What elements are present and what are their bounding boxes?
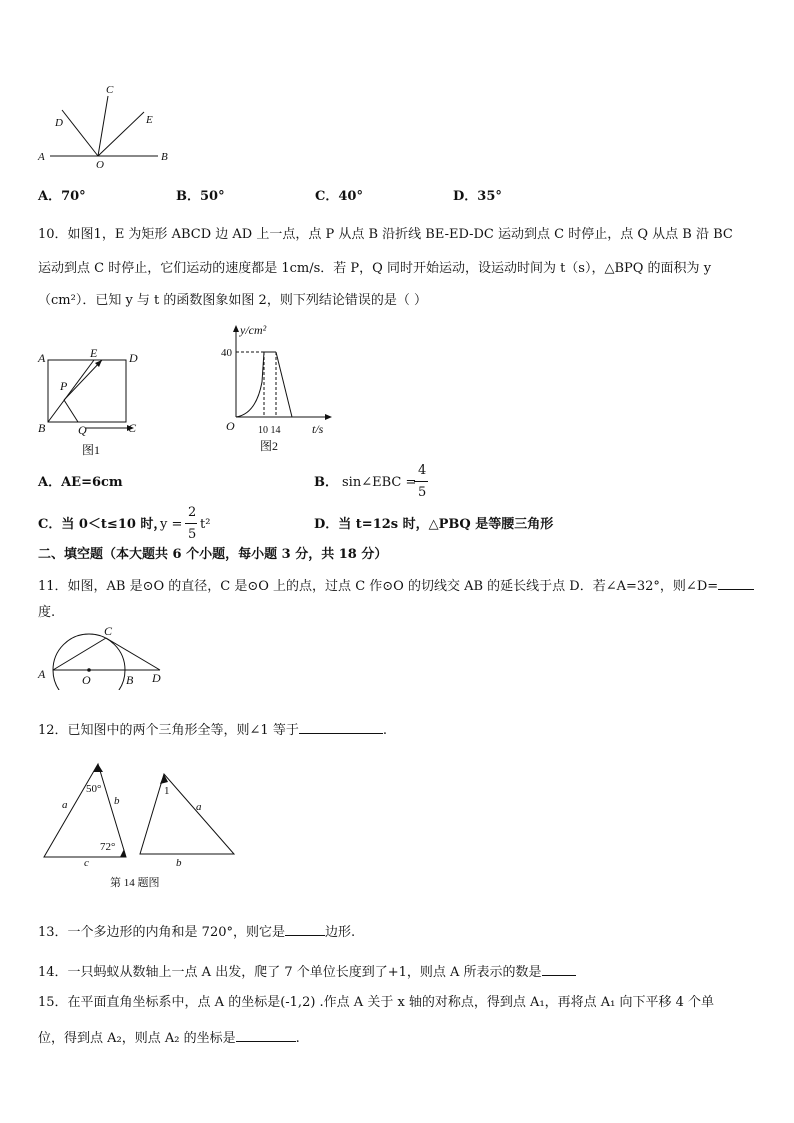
- option-c-fraction-bar: [185, 523, 197, 524]
- q9-option-b: B．50°: [176, 189, 225, 204]
- q11-answer-blank[interactable]: [718, 576, 754, 590]
- q13-end: 边形.: [325, 925, 356, 940]
- label-C: C: [106, 84, 114, 96]
- q12-end: .: [382, 723, 387, 738]
- q12-text: 12．已知图中的两个三角形全等，则∠1 等于: [38, 723, 299, 738]
- q9-option-d: D．35°: [453, 189, 502, 204]
- label-E: E: [146, 114, 153, 126]
- q10-option-a: A．AE=6cm: [38, 475, 123, 490]
- caption-fig2: 图2: [260, 439, 279, 453]
- option-c-numerator: 2: [188, 505, 197, 520]
- option-b-formula: sin∠EBC =: [342, 475, 417, 490]
- label-P: P: [60, 379, 68, 393]
- label-B: B: [161, 151, 168, 163]
- label-b-left: b: [114, 795, 120, 807]
- q10-option-d: D．当 t=12s 时，△PBQ 是等腰三角形: [314, 517, 554, 532]
- q15-text: 位，得到点 A₂，则点 A₂ 的坐标是: [38, 1031, 236, 1046]
- q12-answer-blank[interactable]: [299, 720, 383, 734]
- section-fill-in-heading: 二、填空题（本大题共 6 个小题，每小题 3 分，共 18 分）: [38, 547, 388, 562]
- q13-text: 13．一个多边形的内角和是 720°，则它是: [38, 925, 285, 940]
- q12-triangles-figure: [38, 758, 238, 892]
- y-axis-label: y/cm²: [240, 323, 267, 337]
- label-O: O: [96, 159, 104, 171]
- label-C: C: [104, 624, 113, 638]
- q11-text: 11．如图，AB 是⊙O 的直径，C 是⊙O 上的点，过点 C 作⊙O 的切线交 AB 的延长线于点 D．若∠A=32°，则∠D=: [38, 579, 719, 594]
- angle-72: 72°: [100, 841, 116, 853]
- option-c-condition: C．当 0＜t≤10 时，: [38, 517, 167, 532]
- label-a-left: a: [62, 799, 68, 811]
- option-c-y: y =: [160, 517, 183, 532]
- q10-line1: 10．如图1，E 为矩形 ABCD 边 AD 上一点，点 P 从点 B 沿折线 BE-ED-DC 运动到点 C 时停止，点 Q 从点 B 沿 BC: [38, 227, 733, 242]
- label-B: B: [126, 673, 134, 687]
- caption-fig1: 图1: [82, 443, 101, 457]
- angle-50: 50°: [86, 783, 102, 795]
- label-b-right: b: [176, 857, 182, 869]
- q14-answer-blank[interactable]: [542, 962, 576, 976]
- label-A: A: [38, 667, 46, 681]
- label-D: D: [55, 117, 63, 129]
- q10-line3: （cm²）．已知 y 与 t 的函数图象如图 2，则下列结论错误的是（ ）: [38, 293, 427, 308]
- label-A: A: [38, 351, 46, 365]
- q10-figure-1: [34, 344, 164, 460]
- label-c-left: c: [84, 857, 89, 869]
- q9-option-c: C．40°: [315, 189, 363, 204]
- q11-line2: 度.: [38, 605, 56, 620]
- x-axis-label: t/s: [312, 422, 324, 436]
- label-O: O: [82, 673, 91, 687]
- q10-line2: 运动到点 C 时停止，它们运动的速度都是 1cm/s．若 P，Q 同时开始运动，设运动时间为 t（s），△BPQ 的面积为 y: [38, 261, 712, 276]
- option-b-denominator: 5: [418, 485, 427, 500]
- origin-label: O: [226, 419, 235, 433]
- label-C: C: [128, 421, 137, 435]
- label-E: E: [90, 346, 98, 360]
- q13-answer-blank[interactable]: [285, 922, 325, 936]
- label-A: A: [38, 151, 45, 163]
- q13-question: [38, 922, 355, 941]
- q12-question: [38, 720, 387, 739]
- q10-figure-2-graph: [218, 322, 338, 456]
- q14-question: [38, 962, 576, 981]
- option-b-prefix: B．: [314, 475, 338, 490]
- label-D: D: [129, 351, 138, 365]
- q15-answer-blank[interactable]: [236, 1028, 296, 1042]
- q10-option-c: [38, 506, 298, 546]
- y-tick-40: 40: [221, 347, 232, 359]
- label-Q: Q: [78, 423, 87, 437]
- q15-line1: 15．在平面直角坐标系中，点 A 的坐标是(-1,2) .作点 A 关于 x 轴的对称点，得到点 A₁，再将点 A₁ 向下平移 4 个单: [38, 995, 715, 1010]
- q14-text: 14．一只蚂蚁从数轴上一点 A 出发，爬了 7 个单位长度到了+1，则点 A 所表示的数是: [38, 965, 542, 980]
- q9-angle-figure: [30, 80, 190, 172]
- label-B: B: [38, 421, 46, 435]
- q11-circle-figure: [34, 624, 174, 690]
- angle-1: 1: [164, 785, 170, 797]
- label-a-right: a: [196, 801, 202, 813]
- label-D: D: [152, 671, 161, 685]
- option-b-numerator: 4: [418, 463, 427, 478]
- option-c-denominator: 5: [188, 527, 197, 542]
- q11-line1: [38, 576, 754, 595]
- q15-end: .: [295, 1031, 300, 1046]
- option-b-fraction-bar: [414, 481, 428, 482]
- q9-option-a: A．70°: [38, 189, 86, 204]
- option-c-t-squared: t²: [200, 517, 211, 532]
- x-tick-labels: 10 14: [258, 425, 281, 436]
- q15-line2: [38, 1028, 300, 1047]
- caption-fig14: 第 14 题图: [110, 877, 160, 889]
